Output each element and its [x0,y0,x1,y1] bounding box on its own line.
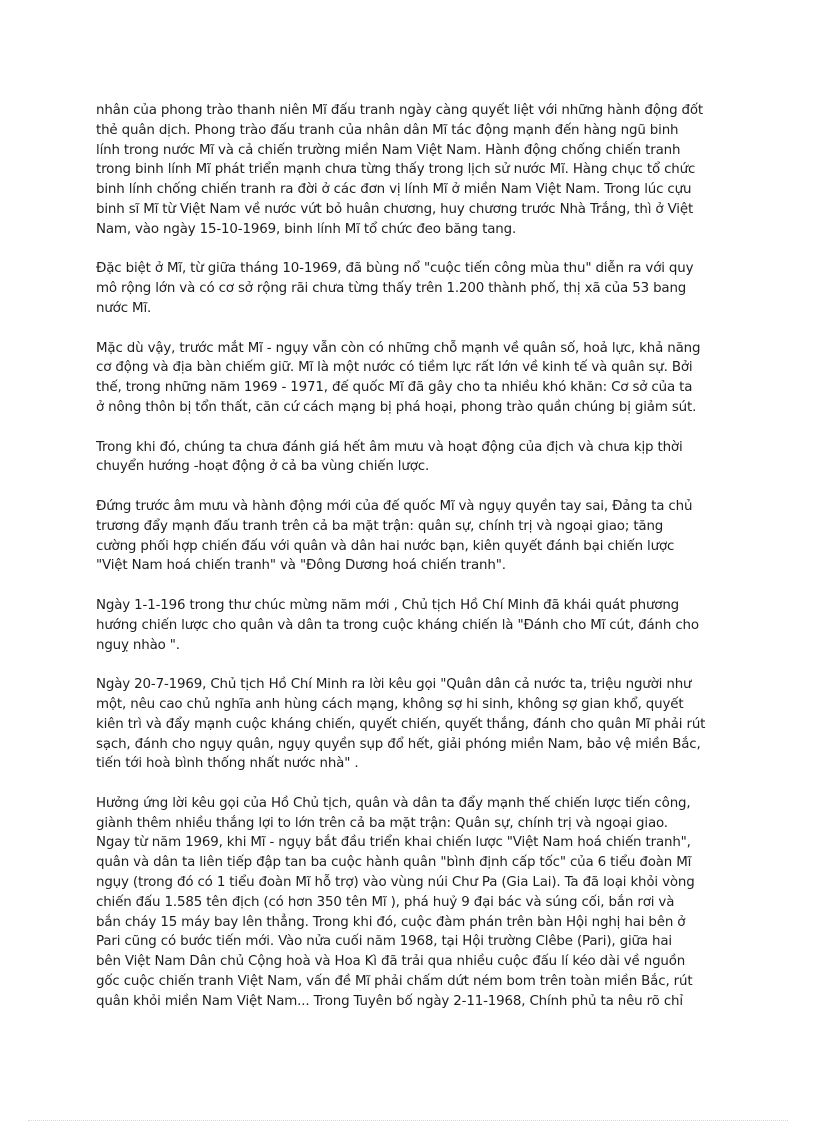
paragraph [96,596,724,655]
text-line: Trong khi đó, chúng ta chưa đánh giá hết âm mưu và hoạt động của địch và chưa kịp thời [96,439,683,455]
text-line: ở nông thôn bị tổn thất, căn cứ cách mạng bị phá hoại, phong trào quần chúng bị giảm sút. [96,399,697,415]
text-line: bên Việt Nam Dân chủ Cộng hoà và Hoa Kì đã trải qua nhiều cuộc đấu lí kéo dài về nguồn [96,954,686,970]
text-line: Ngày 20-7-1969, Chủ tịch Hồ Chí Minh ra lời kêu gọi "Quân dân cả nước ta, triệu người như [96,677,692,693]
text-line: thế, trong những năm 1969 - 1971, đế quốc Mĩ đã gây cho ta nhiều khó khăn: Cơ sở của ta [96,380,693,396]
text-line: gốc cuộc chiến tranh Việt Nam, vấn đề Mĩ phải chấm dứt ném bom trên toàn miền Bắc, rút [96,974,693,990]
text-line: binh lính chống chiến tranh ra đời ở các đơn vị lính Mĩ ở miền Nam Việt Nam. Trong lúc cựu [96,182,692,198]
text-line: giành thêm nhiều thắng lợi to lớn trên cả ba mặt trận: Quân sự, chính trị và ngoại giao. [96,815,668,831]
text-line: Ngay từ năm 1969, khi Mĩ - ngụy bắt đầu triển khai chiến lược "Việt Nam hoá chiến tranh", [96,835,691,851]
text-line: quân khỏi miền Nam Việt Nam... Trong Tuyên bố ngày 2-11-1968, Chính phủ ta nêu rõ chỉ [96,993,683,1009]
text-line: "Việt Nam hoá chiến tranh" và "Đông Dương hoá chiến tranh". [96,558,506,574]
text-line: ngụy (trong đó có 1 tiểu đoàn Mĩ hỗ trợ) vào vùng núi Chư Pa (Gia Lai). Ta đã loại khỏi vòng [96,875,695,891]
text-line: hướng chiến lược cho quân và dân ta trong cuộc kháng chiến là "Đánh cho Mĩ cút, đánh cho [96,617,699,633]
paragraph [96,497,724,576]
paragraph [96,101,724,240]
paragraph [96,794,724,1012]
text-line: chuyển hướng -hoạt động ở cả ba vùng chiến lược. [96,459,430,475]
text-line: kiên trì và đẩy mạnh cuộc kháng chiến, quyết chiến, quyết thắng, đánh cho quân Mĩ phải rút [96,716,706,732]
text-line: Ngày 1-1-196 trong thư chúc mừng năm mới , Chủ tịch Hồ Chí Minh đã khái quát phương [96,597,680,613]
text-line: quân và dân ta liên tiếp đập tan ba cuộc hành quân "bình định cấp tốc" của 6 tiểu đoàn Mĩ [96,855,692,871]
text-line: bắn cháy 15 máy bay lên thẳng. Trong khi đó, cuộc đàm phán trên bàn Hội nghị hai bên ở [96,914,686,930]
text-line: binh sĩ Mĩ từ Việt Nam về nước vứt bỏ huân chương, huy chương trước Nhà Trắng, thì ở Việt [96,201,694,217]
text-line: mô rộng lớn và có cơ sở rộng rãi chưa từng thấy trên 1.200 thành phố, thị xã của 53 bang [96,281,687,297]
paragraph [96,675,724,774]
text-line: lính trong nước Mĩ và cả chiến trường miền Nam Việt Nam. Hành động chống chiến tranh [96,142,681,158]
text-line: nguỵ nhào ". [96,637,180,653]
document-body [96,101,724,1031]
paragraph [96,438,724,478]
text-line: chiến đấu 1.585 tên địch (có hơn 350 tên Mĩ ), phá huỷ 9 đại bác và súng cối, bắn rơi và [96,894,675,910]
paragraph [96,339,724,418]
text-line: Pari cũng có bước tiến mới. Vào nửa cuối năm 1968, tại Hội trường Clêbe (Pari), giữa hai [96,934,672,950]
paragraph [96,259,724,318]
text-line: Hưởng ứng lời kêu gọi của Hồ Chủ tịch, quân và dân ta đẩy mạnh thế chiến lược tiến công, [96,795,691,811]
text-line: nhân của phong trào thanh niên Mĩ đấu tranh ngày càng quyết liệt với những hành động đốt [96,103,704,118]
text-line: tiến tới hoà bình thống nhất nước nhà" . [96,756,359,772]
text-line: thẻ quân dịch. Phong trào đấu tranh của nhân dân Mĩ tác động mạnh đến hàng ngũ binh [96,122,679,138]
text-line: Nam, vào ngày 15-10-1969, binh lính Mĩ tổ chức đeo băng tang. [96,221,517,237]
text-line: Mặc dù vậy, trước mắt Mĩ - ngụy vẫn còn có những chỗ mạnh về quân số, hoả lực, khả năng [96,340,701,356]
text-line: nước Mĩ. [96,300,152,316]
text-line: Đứng trước âm mưu và hành động mới của đế quốc Mĩ và ngụy quyền tay sai, Đảng ta chủ [96,498,693,514]
text-line: cơ động và địa bàn chiếm giữ. Mĩ là một nước có tiềm lực rất lớn về kinh tế và quân sự. Bởi [96,360,693,376]
text-line: trương đẩy mạnh đấu tranh trên cả ba mặt trận: quân sự, chính trị và ngoại giao; tăng [96,518,664,534]
text-line: trong binh lính Mĩ phát triển mạnh chưa từng thấy trong lịch sử nước Mĩ. Hàng chục tổ chức [96,162,696,178]
page-bottom-divider [28,1120,788,1121]
text-line: Đặc biệt ở Mĩ, từ giữa tháng 10-1969, đã bùng nổ "cuộc tiến công mùa thu" diễn ra với quy [96,261,694,277]
text-line: một, nêu cao chủ nghĩa anh hùng cách mạng, không sợ hi sinh, không sợ gian khổ, quyết [96,696,684,712]
text-line: sạch, đánh cho ngụy quân, ngụy quyền sụp đổ hết, giải phóng miền Nam, bảo vệ miền Bắc, [96,736,701,752]
text-line: cường phối hợp chiến đấu với quân và dân hai nước bạn, kiên quyết đánh bại chiến lược [96,538,675,554]
